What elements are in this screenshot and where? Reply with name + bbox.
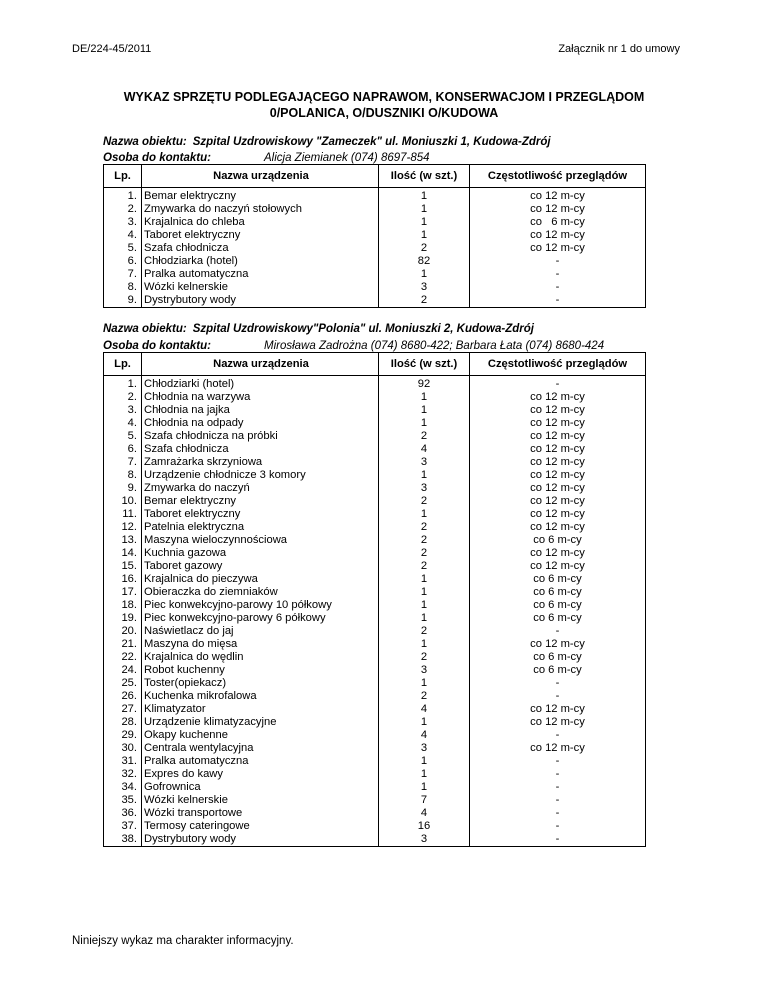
table-row — [104, 216, 646, 229]
device-name: Pralka automatyczna — [142, 755, 379, 768]
row-number: 28. — [104, 716, 142, 729]
device-name: Chłodnia na odpady — [142, 417, 379, 430]
table-row — [104, 742, 646, 755]
device-name: Dystrybutory wody — [142, 833, 379, 847]
inspection-frequency: - — [470, 807, 646, 820]
device-name: Krajalnica do pieczywa — [142, 573, 379, 586]
device-name: Okapy kuchenne — [142, 729, 379, 742]
table-row — [104, 294, 646, 308]
table-row — [104, 456, 646, 469]
device-name: Szafa chłodnicza na próbki — [142, 430, 379, 443]
row-number: 31. — [104, 755, 142, 768]
inspection-frequency: co 12 m-cy — [470, 443, 646, 456]
footer-note: Niniejszy wykaz ma charakter informacyjny. — [72, 935, 294, 947]
inspection-frequency: - — [470, 268, 646, 281]
table-row — [104, 482, 646, 495]
row-number: 32. — [104, 768, 142, 781]
equipment-table-2 — [103, 352, 646, 847]
device-name: Kuchenka mikrofalowa — [142, 690, 379, 703]
inspection-frequency: co 6 m-cy — [470, 573, 646, 586]
col-lp: Lp. — [104, 353, 142, 376]
row-number: 22. — [104, 651, 142, 664]
quantity: 82 — [379, 255, 470, 268]
inspection-frequency: co 12 m-cy — [470, 203, 646, 216]
col-qty: Ilość (w szt.) — [379, 165, 470, 188]
quantity: 1 — [379, 755, 470, 768]
quantity: 1 — [379, 612, 470, 625]
row-number: 6. — [104, 443, 142, 456]
device-name: Zamrażarka skrzyniowa — [142, 456, 379, 469]
inspection-frequency: co 12 m-cy — [470, 188, 646, 204]
quantity: 2 — [379, 242, 470, 255]
row-number: 19. — [104, 612, 142, 625]
table-row — [104, 560, 646, 573]
device-name: Centrala wentylacyjna — [142, 742, 379, 755]
row-number: 34. — [104, 781, 142, 794]
inspection-frequency: - — [470, 625, 646, 638]
col-freq: Częstotliwość przeglądów — [470, 353, 646, 376]
inspection-frequency: - — [470, 833, 646, 847]
inspection-frequency: co 12 m-cy — [470, 242, 646, 255]
inspection-frequency: - — [470, 376, 646, 392]
row-number: 27. — [104, 703, 142, 716]
device-name: Chłodnia na warzywa — [142, 391, 379, 404]
quantity: 1 — [379, 268, 470, 281]
table-row — [104, 443, 646, 456]
table-1-body — [104, 188, 646, 308]
object-value: Szpital Uzdrowiskowy "Zameczek" ul. Moniuszki 1, Kudowa-Zdrój — [192, 136, 551, 148]
table-row — [104, 242, 646, 255]
device-name: Bemar elektryczny — [142, 495, 379, 508]
table-row — [104, 391, 646, 404]
quantity: 3 — [379, 664, 470, 677]
inspection-frequency: - — [470, 755, 646, 768]
row-number: 16. — [104, 573, 142, 586]
table-row — [104, 508, 646, 521]
col-lp: Lp. — [104, 165, 142, 188]
contact-value: Alicja Ziemianek (074) 8697-854 — [264, 152, 430, 164]
inspection-frequency: co 12 m-cy — [470, 482, 646, 495]
quantity: 1 — [379, 677, 470, 690]
table-row — [104, 768, 646, 781]
title-line-1: WYKAZ SPRZĘTU PODLEGAJĄCEGO NAPRAWOM, KONSERWACJOM I PRZEGLĄDOM — [123, 90, 645, 104]
table-row — [104, 638, 646, 651]
row-number: 3. — [104, 404, 142, 417]
table-row — [104, 188, 646, 204]
quantity: 2 — [379, 651, 470, 664]
table-row — [104, 521, 646, 534]
table-row — [104, 495, 646, 508]
row-number: 17. — [104, 586, 142, 599]
table-row — [104, 255, 646, 268]
inspection-frequency: - — [470, 820, 646, 833]
inspection-frequency: - — [470, 281, 646, 294]
quantity: 92 — [379, 376, 470, 392]
row-number: 5. — [104, 430, 142, 443]
object-line-2 — [103, 323, 534, 335]
inspection-frequency: co 12 m-cy — [470, 521, 646, 534]
table-row — [104, 729, 646, 742]
device-name: Maszyna do mięsa — [142, 638, 379, 651]
table-row — [104, 755, 646, 768]
device-name: Taboret elektryczny — [142, 508, 379, 521]
row-number: 6. — [104, 255, 142, 268]
inspection-frequency: co 12 m-cy — [470, 495, 646, 508]
device-name: Termosy cateringowe — [142, 820, 379, 833]
row-number: 37. — [104, 820, 142, 833]
inspection-frequency: co 12 m-cy — [470, 547, 646, 560]
device-name: Piec konwekcyjno-parowy 6 półkowy — [142, 612, 379, 625]
device-name: Toster(opiekacz) — [142, 677, 379, 690]
device-name: Szafa chłodnicza — [142, 443, 379, 456]
table-row — [104, 677, 646, 690]
device-name: Chłodziarka (hotel) — [142, 255, 379, 268]
quantity: 2 — [379, 690, 470, 703]
inspection-frequency: co 12 m-cy — [470, 742, 646, 755]
contact-label: Osoba do kontaktu: — [103, 152, 211, 164]
device-name: Robot kuchenny — [142, 664, 379, 677]
inspection-frequency: - — [470, 677, 646, 690]
row-number: 24. — [104, 664, 142, 677]
device-name: Wózki transportowe — [142, 807, 379, 820]
inspection-frequency: - — [470, 781, 646, 794]
inspection-frequency: co 12 m-cy — [470, 404, 646, 417]
col-name: Nazwa urządzenia — [142, 353, 379, 376]
device-name: Chłodnia na jajka — [142, 404, 379, 417]
quantity: 2 — [379, 521, 470, 534]
row-number: 3. — [104, 216, 142, 229]
device-name: Klimatyzator — [142, 703, 379, 716]
table-row — [104, 547, 646, 560]
row-number: 13. — [104, 534, 142, 547]
table-row — [104, 820, 646, 833]
quantity: 1 — [379, 716, 470, 729]
device-name: Maszyna wieloczynnościowa — [142, 534, 379, 547]
contact-line-1 — [103, 152, 430, 164]
table-row — [104, 703, 646, 716]
inspection-frequency: co 12 m-cy — [470, 703, 646, 716]
table-row — [104, 833, 646, 847]
table-row — [104, 690, 646, 703]
table-row — [104, 281, 646, 294]
quantity: 2 — [379, 534, 470, 547]
inspection-frequency: co 12 m-cy — [470, 638, 646, 651]
quantity: 3 — [379, 742, 470, 755]
object-label: Nazwa obiektu: — [103, 323, 187, 335]
contact-line-2 — [103, 340, 605, 352]
inspection-frequency: co 12 m-cy — [470, 430, 646, 443]
row-number: 11. — [104, 508, 142, 521]
table-row — [104, 586, 646, 599]
quantity: 3 — [379, 456, 470, 469]
inspection-frequency: co 12 m-cy — [470, 391, 646, 404]
document-reference: DE/224-45/2011 — [72, 43, 152, 55]
quantity: 1 — [379, 188, 470, 204]
inspection-frequency: - — [470, 690, 646, 703]
row-number: 26. — [104, 690, 142, 703]
row-number: 9. — [104, 294, 142, 308]
table-row — [104, 534, 646, 547]
inspection-frequency: co 12 m-cy — [470, 716, 646, 729]
device-name: Krajalnica do wędlin — [142, 651, 379, 664]
table-row — [104, 417, 646, 430]
row-number: 8. — [104, 281, 142, 294]
quantity: 1 — [379, 391, 470, 404]
quantity: 1 — [379, 573, 470, 586]
row-number: 35. — [104, 794, 142, 807]
quantity: 1 — [379, 781, 470, 794]
device-name: Pralka automatyczna — [142, 268, 379, 281]
row-number: 29. — [104, 729, 142, 742]
object-line-1 — [103, 136, 551, 148]
row-number: 38. — [104, 833, 142, 847]
inspection-frequency: co 6 m-cy — [470, 586, 646, 599]
contact-label: Osoba do kontaktu: — [103, 340, 211, 352]
row-number: 30. — [104, 742, 142, 755]
quantity: 3 — [379, 281, 470, 294]
row-number: 36. — [104, 807, 142, 820]
col-qty: Ilość (w szt.) — [379, 353, 470, 376]
inspection-frequency: co 6 m-cy — [470, 664, 646, 677]
row-number: 1. — [104, 376, 142, 392]
table-row — [104, 664, 646, 677]
table-row — [104, 404, 646, 417]
table-row — [104, 612, 646, 625]
row-number: 4. — [104, 229, 142, 242]
row-number: 20. — [104, 625, 142, 638]
table-row — [104, 268, 646, 281]
inspection-frequency: co 6 m-cy — [470, 216, 646, 229]
contact-value: Mirosława Zadrożna (074) 8680-422; Barbara Łata (074) 8680-424 — [264, 340, 605, 352]
table-row — [104, 430, 646, 443]
quantity: 2 — [379, 625, 470, 638]
quantity: 2 — [379, 560, 470, 573]
quantity: 1 — [379, 638, 470, 651]
inspection-frequency: co 6 m-cy — [470, 599, 646, 612]
document-title — [0, 89, 768, 121]
quantity: 4 — [379, 443, 470, 456]
device-name: Taboret gazowy — [142, 560, 379, 573]
device-name: Zmywarka do naczyń stołowych — [142, 203, 379, 216]
row-number: 1. — [104, 188, 142, 204]
quantity: 2 — [379, 547, 470, 560]
device-name: Zmywarka do naczyń — [142, 482, 379, 495]
quantity: 2 — [379, 294, 470, 308]
inspection-frequency: co 6 m-cy — [470, 651, 646, 664]
table-2-body — [104, 376, 646, 847]
quantity: 16 — [379, 820, 470, 833]
row-number: 18. — [104, 599, 142, 612]
inspection-frequency: co 6 m-cy — [470, 612, 646, 625]
row-number: 14. — [104, 547, 142, 560]
device-name: Urządzenie chłodnicze 3 komory — [142, 469, 379, 482]
row-number: 21. — [104, 638, 142, 651]
table-row — [104, 573, 646, 586]
quantity: 1 — [379, 469, 470, 482]
quantity: 1 — [379, 417, 470, 430]
object-label: Nazwa obiektu: — [103, 136, 187, 148]
inspection-frequency: co 12 m-cy — [470, 229, 646, 242]
row-number: 8. — [104, 469, 142, 482]
device-name: Wózki kelnerskie — [142, 794, 379, 807]
inspection-frequency: - — [470, 794, 646, 807]
table-row — [104, 625, 646, 638]
row-number: 2. — [104, 391, 142, 404]
quantity: 4 — [379, 807, 470, 820]
device-name: Expres do kawy — [142, 768, 379, 781]
table-row — [104, 794, 646, 807]
device-name: Bemar elektryczny — [142, 188, 379, 204]
quantity: 1 — [379, 404, 470, 417]
device-name: Taboret elektryczny — [142, 229, 379, 242]
row-number: 5. — [104, 242, 142, 255]
inspection-frequency: - — [470, 729, 646, 742]
quantity: 1 — [379, 508, 470, 521]
row-number: 2. — [104, 203, 142, 216]
quantity: 1 — [379, 599, 470, 612]
row-number: 9. — [104, 482, 142, 495]
table-row — [104, 599, 646, 612]
title-line-2: 0/POLANICA, O/DUSZNIKI O/KUDOWA — [269, 106, 499, 120]
table-row — [104, 469, 646, 482]
inspection-frequency: co 12 m-cy — [470, 417, 646, 430]
row-number: 7. — [104, 268, 142, 281]
row-number: 25. — [104, 677, 142, 690]
device-name: Piec konwekcyjno-parowy 10 półkowy — [142, 599, 379, 612]
inspection-frequency: - — [470, 294, 646, 308]
row-number: 10. — [104, 495, 142, 508]
device-name: Krajalnica do chleba — [142, 216, 379, 229]
row-number: 15. — [104, 560, 142, 573]
quantity: 1 — [379, 586, 470, 599]
col-freq: Częstotliwość przeglądów — [470, 165, 646, 188]
annex-label: Załącznik nr 1 do umowy — [558, 43, 680, 55]
row-number: 4. — [104, 417, 142, 430]
inspection-frequency: - — [470, 255, 646, 268]
device-name: Urządzenie klimatyzacyjne — [142, 716, 379, 729]
quantity: 3 — [379, 482, 470, 495]
device-name: Kuchnia gazowa — [142, 547, 379, 560]
table-row — [104, 229, 646, 242]
device-name: Chłodziarki (hotel) — [142, 376, 379, 392]
object-value: Szpital Uzdrowiskowy"Polonia" ul. Moniuszki 2, Kudowa-Zdrój — [192, 323, 534, 335]
device-name: Szafa chłodnicza — [142, 242, 379, 255]
inspection-frequency: co 12 m-cy — [470, 456, 646, 469]
quantity: 3 — [379, 833, 470, 847]
inspection-frequency: co 6 m-cy — [470, 534, 646, 547]
quantity: 2 — [379, 495, 470, 508]
quantity: 4 — [379, 703, 470, 716]
device-name: Naświetlacz do jaj — [142, 625, 379, 638]
quantity: 1 — [379, 216, 470, 229]
device-name: Patelnia elektryczna — [142, 521, 379, 534]
row-number: 12. — [104, 521, 142, 534]
inspection-frequency: co 12 m-cy — [470, 560, 646, 573]
table-row — [104, 376, 646, 392]
col-name: Nazwa urządzenia — [142, 165, 379, 188]
device-name: Obieraczka do ziemniaków — [142, 586, 379, 599]
table-row — [104, 716, 646, 729]
quantity: 1 — [379, 203, 470, 216]
device-name: Wózki kelnerskie — [142, 281, 379, 294]
table-row — [104, 203, 646, 216]
quantity: 7 — [379, 794, 470, 807]
table-row — [104, 781, 646, 794]
equipment-table-1 — [103, 164, 646, 308]
device-name: Gofrownica — [142, 781, 379, 794]
table-row — [104, 651, 646, 664]
inspection-frequency: - — [470, 768, 646, 781]
quantity: 1 — [379, 768, 470, 781]
inspection-frequency: co 12 m-cy — [470, 508, 646, 521]
device-name: Dystrybutory wody — [142, 294, 379, 308]
row-number: 7. — [104, 456, 142, 469]
quantity: 4 — [379, 729, 470, 742]
table-row — [104, 807, 646, 820]
quantity: 1 — [379, 229, 470, 242]
inspection-frequency: co 12 m-cy — [470, 469, 646, 482]
quantity: 2 — [379, 430, 470, 443]
